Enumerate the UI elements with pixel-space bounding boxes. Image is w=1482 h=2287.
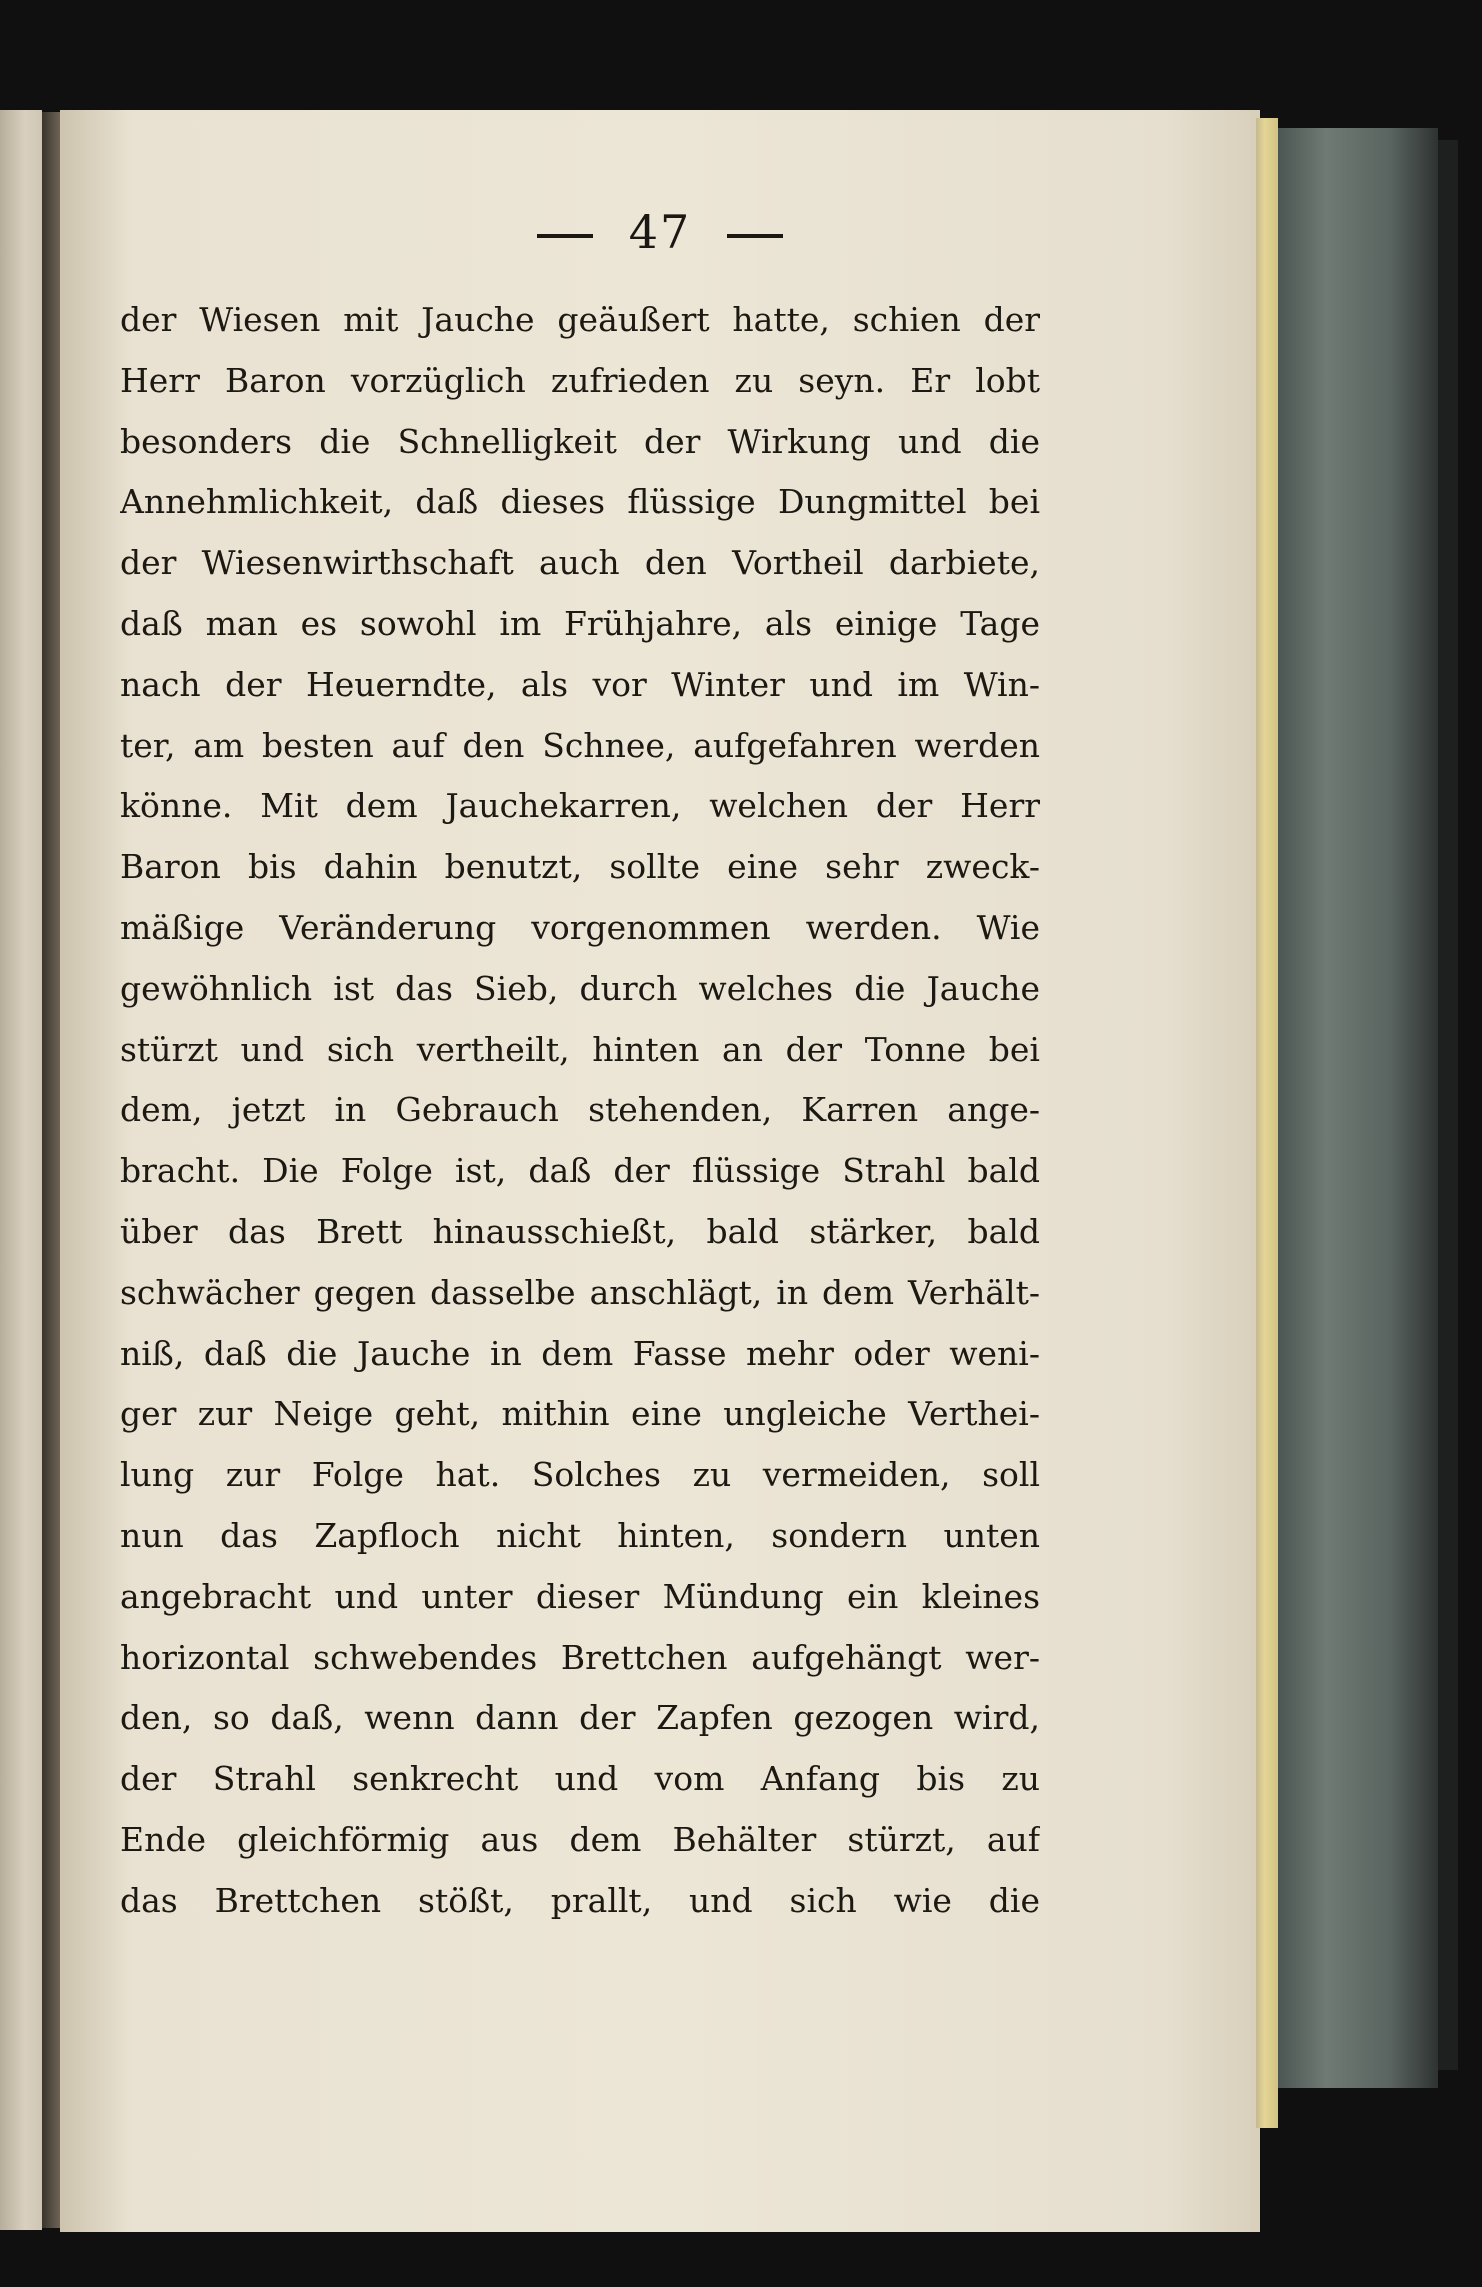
facing-page-edge xyxy=(0,110,42,2230)
text-line: Annehmlichkeit, daß dieses flüssige Dungmittel bei xyxy=(120,482,1040,522)
page-number: 47 xyxy=(628,205,692,259)
text-line: ter, am besten auf den Schnee, aufgefahren werden xyxy=(120,725,1040,765)
book-gutter xyxy=(42,112,60,2228)
text-line: nun das Zapfloch nicht hinten, sondern unten xyxy=(120,1515,1040,1555)
text-line: Ende gleichförmig aus dem Behälter stürzt, auf xyxy=(120,1819,1040,1859)
text-line: niß, daß die Jauche in dem Fasse mehr oder weni- xyxy=(120,1333,1040,1373)
body-text xyxy=(120,290,1040,1932)
page-block-edge xyxy=(1256,118,1278,2128)
book-cover-shadow xyxy=(1438,140,1458,2070)
text-line: gewöhnlich ist das Sieb, durch welches die Jauche xyxy=(120,968,1040,1008)
text-line: den, so daß, wenn dann der Zapfen gezogen wird, xyxy=(120,1698,1040,1738)
text-line: könne. Mit dem Jauchekarren, welchen der Herr xyxy=(120,786,1040,826)
header-dash-left xyxy=(537,234,593,238)
text-line: der Wiesen mit Jauche geäußert hatte, schien der xyxy=(120,300,1040,339)
text-line: der Strahl senkrecht und vom Anfang bis zu xyxy=(120,1759,1040,1799)
text-line: bracht. Die Folge ist, daß der flüssige Strahl bald xyxy=(120,1151,1040,1191)
text-line: horizontal schwebendes Brettchen aufgehängt wer- xyxy=(120,1637,1040,1677)
text-line: stürzt und sich vertheilt, hinten an der Tonne bei xyxy=(120,1029,1040,1069)
text-line: daß man es sowohl im Frühjahre, als einige Tage xyxy=(120,603,1040,643)
text-line: nach der Heuerndte, als vor Winter und im Win- xyxy=(120,664,1040,704)
text-line: über das Brett hinausschießt, bald stärker, bald xyxy=(120,1211,1040,1251)
text-line: schwächer gegen dasselbe anschlägt, in dem Verhält- xyxy=(120,1272,1040,1312)
text-line: das Brettchen stößt, prallt, und sich wie die xyxy=(120,1880,1040,1920)
header-dash-right xyxy=(727,234,783,238)
page-header xyxy=(60,205,1260,259)
text-line: ger zur Neige geht, mithin eine ungleiche Verthei- xyxy=(120,1394,1040,1434)
text-line: besonders die Schnelligkeit der Wirkung und die xyxy=(120,421,1040,461)
text-line: der Wiesenwirthschaft auch den Vortheil darbiete, xyxy=(120,543,1040,583)
text-line: Herr Baron vorzüglich zufrieden zu seyn. Er lobt xyxy=(120,360,1040,400)
text-line: dem, jetzt in Gebrauch stehenden, Karren ange- xyxy=(120,1090,1040,1130)
text-line: angebracht und unter dieser Mündung ein kleines xyxy=(120,1576,1040,1616)
text-line: lung zur Folge hat. Solches zu vermeiden, soll xyxy=(120,1455,1040,1495)
book-cover-edge xyxy=(1278,128,1438,2088)
text-line: Baron bis dahin benutzt, sollte eine sehr zweck- xyxy=(120,847,1040,887)
text-line: mäßige Veränderung vorgenommen werden. Wie xyxy=(120,907,1040,947)
